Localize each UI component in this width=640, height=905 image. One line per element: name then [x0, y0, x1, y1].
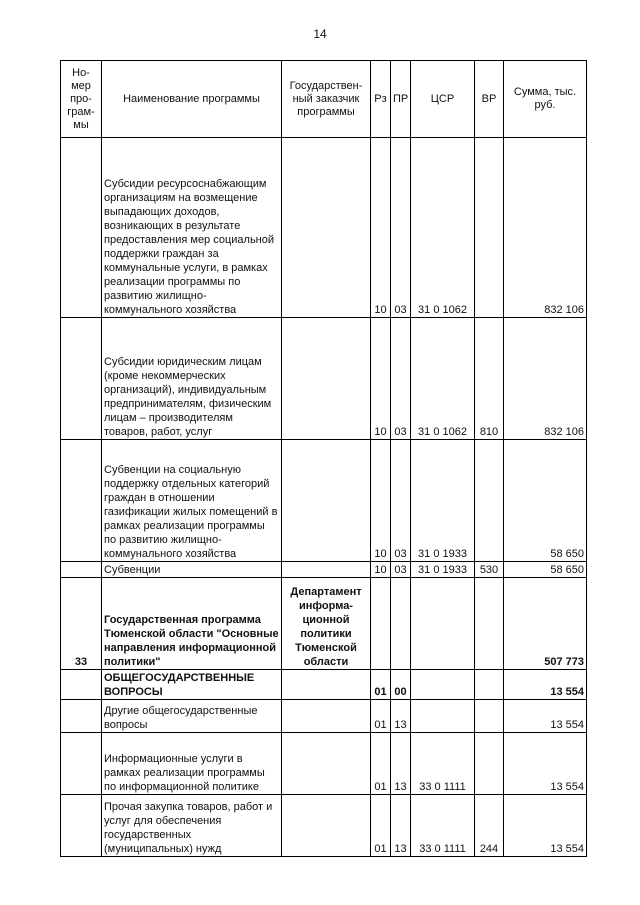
cell-csr: 31 0 1062: [411, 318, 475, 440]
cell-sum: 13 554: [504, 733, 587, 795]
cell-program-name: Государственная программа Тюменской области "Основные направления информационной политики": [102, 578, 282, 670]
cell-vr: [475, 440, 504, 562]
cell-csr: [411, 700, 475, 733]
cell-program-number: [61, 318, 102, 440]
cell-program-name: ОБЩЕГОСУДАРСТВЕННЫЕ ВОПРОСЫ: [102, 670, 282, 700]
header-program-number: Но-мер про-грам-мы: [61, 61, 102, 138]
cell-program-name: Информационные услуги в рамках реализации программы по информационной политике: [102, 733, 282, 795]
cell-vr: [475, 138, 504, 318]
cell-csr: [411, 670, 475, 700]
cell-vr: 530: [475, 562, 504, 578]
cell-vr: 810: [475, 318, 504, 440]
cell-program-name: Субвенции на социальную поддержку отдельных категорий граждан в отношении газификации жилых помещений в рамках реализации программы по развитию жилищно-коммунального хозяйства: [102, 440, 282, 562]
table-row: [61, 670, 587, 700]
cell-vr: [475, 578, 504, 670]
cell-rz: 10: [371, 562, 391, 578]
cell-vr: [475, 733, 504, 795]
cell-sum: 58 650: [504, 440, 587, 562]
cell-sum: 832 106: [504, 318, 587, 440]
cell-vr: [475, 670, 504, 700]
header-csr: ЦСР: [411, 61, 475, 138]
cell-customer: [282, 562, 371, 578]
cell-rz: 01: [371, 670, 391, 700]
cell-rz: 01: [371, 795, 391, 857]
cell-customer: [282, 700, 371, 733]
header-pr: ПР: [391, 61, 411, 138]
cell-csr: 33 0 1111: [411, 733, 475, 795]
cell-rz: 10: [371, 318, 391, 440]
cell-csr: [411, 578, 475, 670]
cell-program-name: Прочая закупка товаров, работ и услуг для обеспечения государственных (муниципальных) нужд: [102, 795, 282, 857]
cell-pr: 03: [391, 318, 411, 440]
cell-pr: 03: [391, 440, 411, 562]
cell-program-number: [61, 700, 102, 733]
table-row: [61, 795, 587, 857]
cell-pr: [391, 578, 411, 670]
cell-program-number: 33: [61, 578, 102, 670]
cell-customer: [282, 733, 371, 795]
cell-sum: 832 106: [504, 138, 587, 318]
cell-rz: [371, 578, 391, 670]
cell-sum: 13 554: [504, 795, 587, 857]
cell-csr: 31 0 1062: [411, 138, 475, 318]
cell-pr: 03: [391, 138, 411, 318]
header-vr: ВР: [475, 61, 504, 138]
cell-program-name: Субсидии юридическим лицам (кроме некоммерческих организаций), индивидуальным предпринимателям, физическим лицам – производителям товаров, работ, услуг: [102, 318, 282, 440]
header-sum: Сумма, тыс. руб.: [504, 61, 587, 138]
cell-program-number: [61, 733, 102, 795]
cell-program-name: Субсидии ресурсоснабжающим организациям на возмещение выпадающих доходов, возникающих в результате предоставления мер социальной поддержки граждан за коммунальные услуги, в рамках реализации программы по развитию жилищно-коммунального хозяйства: [102, 138, 282, 318]
cell-customer: [282, 670, 371, 700]
cell-sum: 507 773: [504, 578, 587, 670]
cell-customer: Департамент информа-ционной политики Тюменской области: [282, 578, 371, 670]
cell-program-number: [61, 562, 102, 578]
table-row: [61, 138, 587, 318]
cell-pr: 13: [391, 795, 411, 857]
header-program-name: Наименование программы: [102, 61, 282, 138]
cell-rz: 01: [371, 733, 391, 795]
cell-program-number: [61, 440, 102, 562]
table-row: [61, 578, 587, 670]
cell-program-name: Субвенции: [102, 562, 282, 578]
table-row: [61, 733, 587, 795]
cell-customer: [282, 138, 371, 318]
cell-program-number: [61, 795, 102, 857]
cell-rz: 01: [371, 700, 391, 733]
cell-sum: 58 650: [504, 562, 587, 578]
cell-program-number: [61, 670, 102, 700]
cell-program-name: Другие общегосударственные вопросы: [102, 700, 282, 733]
cell-csr: 31 0 1933: [411, 562, 475, 578]
cell-csr: 31 0 1933: [411, 440, 475, 562]
cell-sum: 13 554: [504, 700, 587, 733]
cell-customer: [282, 318, 371, 440]
header-row: [61, 61, 587, 138]
cell-pr: 13: [391, 700, 411, 733]
cell-sum: 13 554: [504, 670, 587, 700]
page-number: 14: [313, 27, 327, 41]
cell-pr: 13: [391, 733, 411, 795]
cell-rz: 10: [371, 138, 391, 318]
cell-vr: [475, 700, 504, 733]
table-row: [61, 562, 587, 578]
cell-customer: [282, 795, 371, 857]
cell-pr: 00: [391, 670, 411, 700]
table-row: [61, 440, 587, 562]
cell-pr: 03: [391, 562, 411, 578]
cell-rz: 10: [371, 440, 391, 562]
cell-vr: 244: [475, 795, 504, 857]
header-rz: Рз: [371, 61, 391, 138]
header-customer: Государствен-ный заказчик программы: [282, 61, 371, 138]
cell-csr: 33 0 1111: [411, 795, 475, 857]
table-row: [61, 318, 587, 440]
table-row: [61, 700, 587, 733]
cell-program-number: [61, 138, 102, 318]
cell-customer: [282, 440, 371, 562]
budget-table: [60, 60, 587, 857]
